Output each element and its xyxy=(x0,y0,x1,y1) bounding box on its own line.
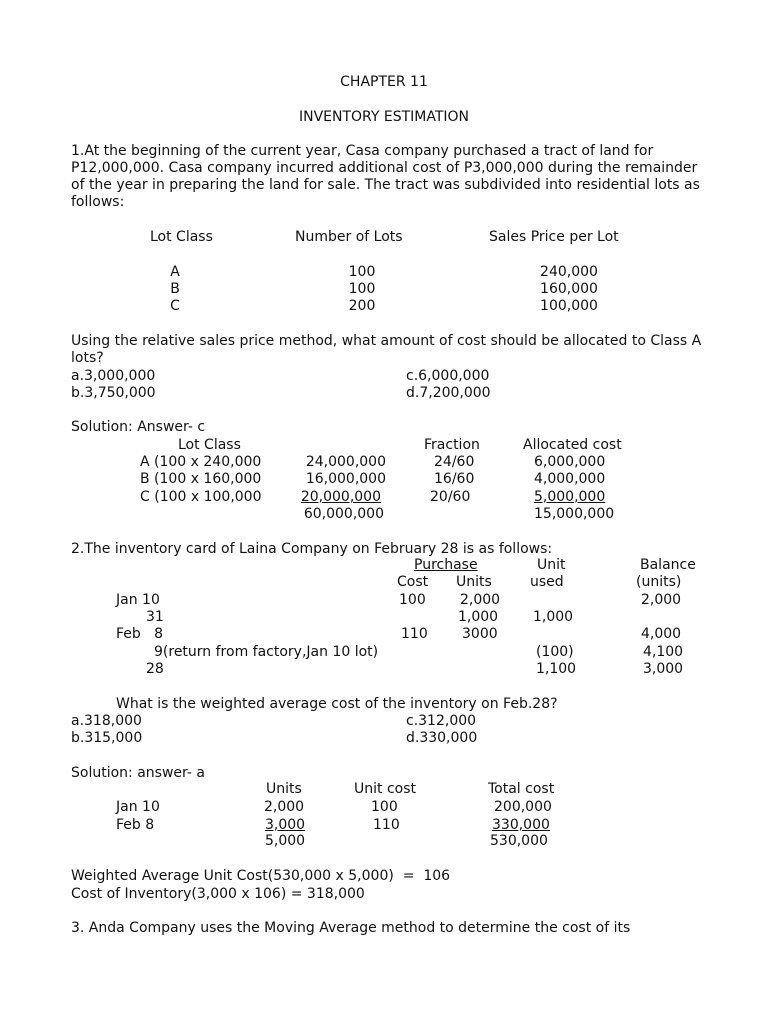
unit-header: Unit xyxy=(537,557,566,573)
sales-price-cell: 240,000 xyxy=(540,264,598,280)
used-header: used xyxy=(530,574,564,590)
inventory-balance: 4,100 xyxy=(643,644,684,660)
lot-class-cell: B xyxy=(170,281,180,297)
inventory-cost: 100 xyxy=(399,592,426,608)
inventory-used: (100) xyxy=(536,644,574,660)
choice-b: b.3,750,000 xyxy=(71,385,156,401)
choice-d: d.7,200,000 xyxy=(406,385,491,401)
inventory-date: 31 xyxy=(146,609,164,625)
lot-class-cell: C xyxy=(170,298,180,314)
solution-units: 3,000 xyxy=(265,817,306,833)
solution-date: Jan 10 xyxy=(116,799,160,815)
inventory-units: 2,000 xyxy=(460,592,501,608)
solution-grand-total: 60,000,000 xyxy=(303,506,384,522)
inventory-date: Feb 8 xyxy=(116,626,164,642)
solution-row-desc: C (100 x 100,000 xyxy=(140,489,262,505)
solution-units-header: Units xyxy=(266,781,302,797)
allocated-cost-header: Allocated cost xyxy=(523,437,622,453)
number-of-lots-cell: 100 xyxy=(348,264,376,280)
number-of-lots-header: Number of Lots xyxy=(295,229,403,245)
lot-class-cell: A xyxy=(170,264,180,280)
inventory-used: 1,100 xyxy=(536,661,577,677)
number-of-lots-cell: 100 xyxy=(348,281,376,297)
solution-date: Feb 8 xyxy=(116,817,155,833)
inventory-balance: 3,000 xyxy=(643,661,684,677)
choice-a: a.318,000 xyxy=(71,713,142,729)
problem1-question-line2: lots? xyxy=(71,350,104,366)
choice-a: a.3,000,000 xyxy=(71,368,156,384)
cost-of-inventory-line: Cost of Inventory(3,000 x 106) = 318,000 xyxy=(71,886,365,902)
inventory-balance: 4,000 xyxy=(641,626,682,642)
solution-row-total: 20,000,000 xyxy=(300,489,381,505)
problem2-intro: 2.The inventory card of Laina Company on February 28 is as follows: xyxy=(71,541,553,557)
solution-cost-total: 530,000 xyxy=(490,833,548,849)
units-header: Units xyxy=(456,574,492,590)
problem1-text-line3: of the year in preparing the land for sale. The tract was subdivided into residential lots as xyxy=(71,177,700,193)
inventory-balance: 2,000 xyxy=(641,592,682,608)
choice-c: c.6,000,000 xyxy=(406,368,490,384)
choice-c: c.312,000 xyxy=(406,713,477,729)
solution-lot-class-header: Lot Class xyxy=(178,437,241,453)
allocated-cell: 5,000,000 xyxy=(534,489,606,505)
solution-total: 330,000 xyxy=(492,817,550,833)
allocated-cell: 4,000,000 xyxy=(534,471,606,487)
total-cost-header: Total cost xyxy=(488,781,555,797)
choice-b: b.315,000 xyxy=(71,730,143,746)
problem3-intro: 3. Anda Company uses the Moving Average method to determine the cost of its xyxy=(71,920,631,936)
fraction-cell: 24/60 xyxy=(434,454,475,470)
solution-label: Solution: answer- a xyxy=(71,765,205,781)
purchase-header: Purchase xyxy=(414,557,478,573)
inventory-used: 1,000 xyxy=(533,609,574,625)
inventory-cost: 110 xyxy=(401,626,428,642)
sales-price-cell: 100,000 xyxy=(540,298,598,314)
problem1-text-line4: follows: xyxy=(71,194,125,210)
problem1-text-line2: P12,000,000. Casa company incurred additional cost of P3,000,000 during the remainder xyxy=(71,160,698,176)
choice-d: d.330,000 xyxy=(406,730,478,746)
sales-price-header: Sales Price per Lot xyxy=(489,229,619,245)
inventory-units: 1,000 xyxy=(458,609,499,625)
weighted-average-line: Weighted Average Unit Cost(530,000 x 5,000) = 106 xyxy=(71,868,451,884)
page-title: INVENTORY ESTIMATION xyxy=(298,109,470,125)
solution-unit-cost: 100 xyxy=(371,799,398,815)
inventory-date: 9(return from factory,Jan 10 lot) xyxy=(154,644,379,660)
inventory-date: Jan 10 xyxy=(116,592,160,608)
inventory-date: 28 xyxy=(146,661,164,677)
chapter-heading: CHAPTER 11 xyxy=(340,74,428,90)
unit-cost-header: Unit cost xyxy=(354,781,416,797)
lot-class-header: Lot Class xyxy=(150,229,213,245)
fraction-cell: 16/60 xyxy=(434,471,475,487)
balance-header: Balance xyxy=(640,557,696,573)
solution-row-total: 16,000,000 xyxy=(305,471,386,487)
solution-unit-cost: 110 xyxy=(373,817,400,833)
fraction-header: Fraction xyxy=(424,437,480,453)
problem1-question-line1: Using the relative sales price method, what amount of cost should be allocated to Class A xyxy=(71,333,702,349)
solution-row-desc: B (100 x 160,000 xyxy=(140,471,262,487)
solution-units-total: 5,000 xyxy=(265,833,306,849)
cost-header: Cost xyxy=(397,574,429,590)
problem1-text-line1: 1.At the beginning of the current year, Casa company purchased a tract of land for xyxy=(71,143,654,159)
units-paren-header: (units) xyxy=(636,574,682,590)
solution-total: 200,000 xyxy=(494,799,552,815)
fraction-cell: 20/60 xyxy=(430,489,471,505)
solution-row-desc: A (100 x 240,000 xyxy=(140,454,262,470)
solution-row-total: 24,000,000 xyxy=(305,454,386,470)
problem2-question: What is the weighted average cost of the inventory on Feb.28? xyxy=(116,696,558,712)
solution-units: 2,000 xyxy=(264,799,305,815)
solution-label: Solution: Answer- c xyxy=(71,419,206,435)
inventory-units: 3000 xyxy=(462,626,498,642)
allocated-cell: 6,000,000 xyxy=(534,454,606,470)
number-of-lots-cell: 200 xyxy=(348,298,376,314)
allocated-total: 15,000,000 xyxy=(534,506,615,522)
sales-price-cell: 160,000 xyxy=(540,281,598,297)
